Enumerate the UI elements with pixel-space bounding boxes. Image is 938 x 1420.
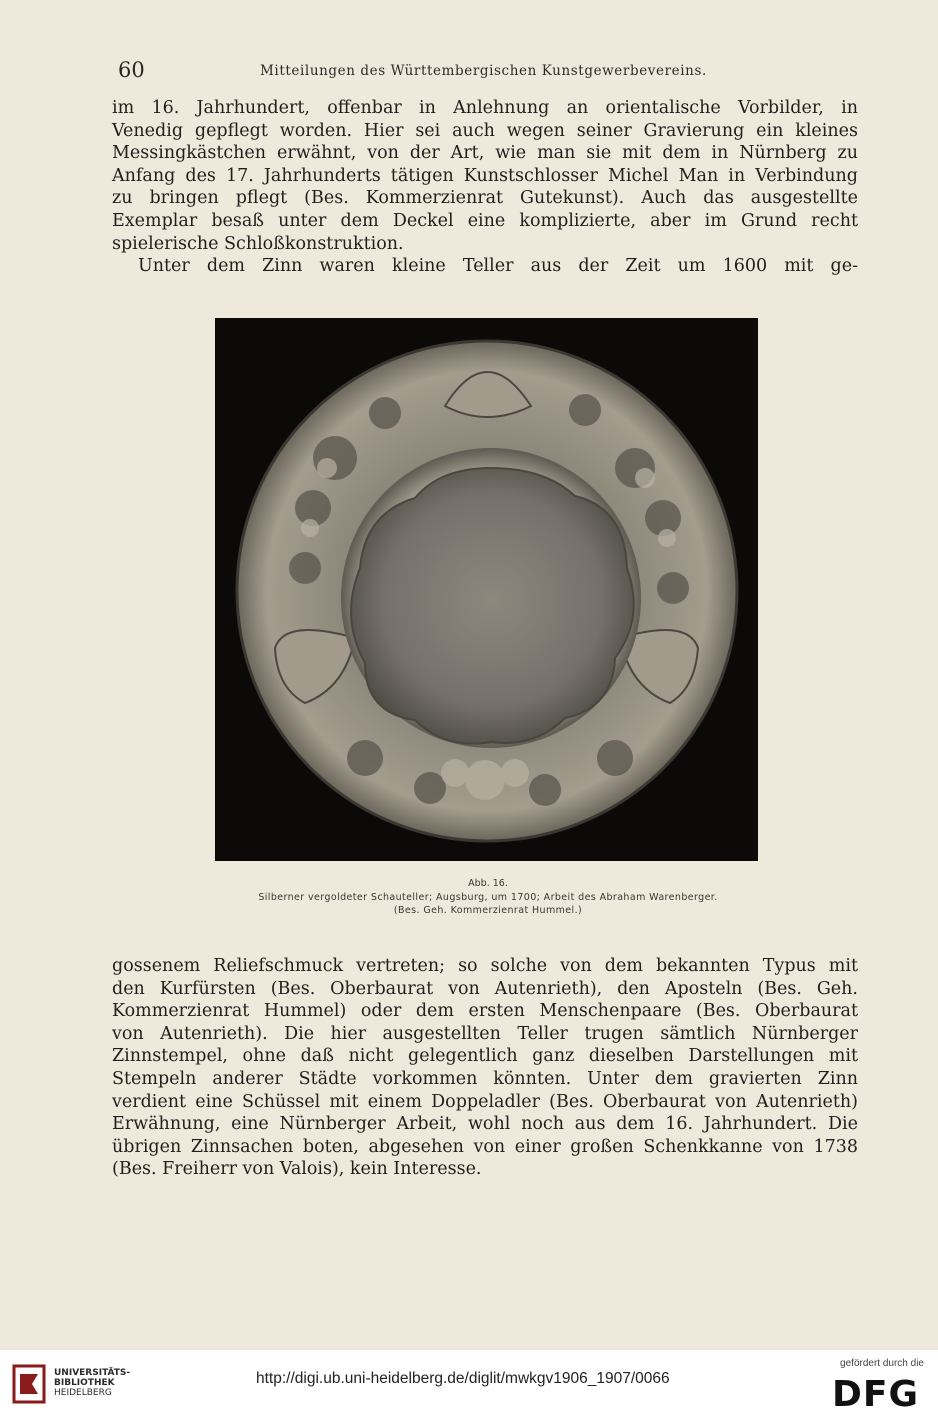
text-line: Stempeln anderer Städte vorkommen könnten. Unter dem gravierten Zinn bbox=[112, 1068, 858, 1089]
text-line: Zinnstempel, ohne daß nicht gelegentlich ganz dieselben Darstellungen mit bbox=[112, 1046, 858, 1067]
text-line: (Bes. Freiherr von Valois), kein Interesse. bbox=[112, 1159, 482, 1180]
digitization-footer bbox=[0, 1350, 938, 1420]
library-name-line: UNIVERSITÄTS- bbox=[54, 1368, 131, 1378]
page-header bbox=[118, 58, 858, 88]
running-head: Mitteilungen des Württembergischen Kunstgewerbevereins. bbox=[260, 63, 707, 79]
page-number: 60 bbox=[118, 58, 145, 82]
text-line: den Kurfürsten (Bes. Oberbaurat von Autenrieth), den Aposteln (Bes. Geh. bbox=[112, 978, 858, 999]
library-name bbox=[54, 1368, 130, 1398]
text-line: von Autenrieth). Die hier ausgestellten Teller trugen sämtlich Nürnberger bbox=[112, 1023, 858, 1044]
text-line: zu bringen pflegt (Bes. Kommerzienrat Gutekunst). Auch das ausgestellte bbox=[112, 188, 858, 209]
text-line: Exemplar besaß unter dem Deckel eine komplizierte, aber im Grund recht bbox=[112, 210, 858, 231]
text-line: Unter dem Zinn waren kleine Teller aus der Zeit um 1600 mit ge- bbox=[138, 256, 858, 277]
permalink-url[interactable]: http://digi.ub.uni-heidelberg.de/diglit/mwkgv1906_1907/0066 bbox=[256, 1370, 670, 1387]
text-line: spielerische Schloßkonstruktion. bbox=[112, 233, 404, 254]
body-text-bottom bbox=[112, 955, 858, 1181]
library-name-line: BIBLIOTHEK bbox=[54, 1378, 115, 1388]
text-line: übrigen Zinnsachen boten, abgesehen von einer großen Schenkkanne von 1738 bbox=[112, 1136, 858, 1157]
text-line: verdient eine Schüssel mit einem Doppeladler (Bes. Oberbaurat von Autenrieth) bbox=[112, 1091, 858, 1112]
library-name-line: HEIDELBERG bbox=[54, 1388, 112, 1398]
caption-owner: (Bes. Geh. Kommerzienrat Hummel.) bbox=[393, 905, 583, 916]
caption-text: Silberner vergoldeter Schauteller; Augsburg, um 1700; Arbeit des Abraham Warenberger. bbox=[258, 892, 718, 903]
text-line: Venedig gepflegt worden. Hier sei auch wegen seiner Gravierung ein kleines bbox=[112, 120, 858, 141]
text-line: Anfang des 17. Jahrhunderts tätigen Kunstschlosser Michel Man in Verbindung bbox=[112, 165, 858, 186]
library-logo[interactable] bbox=[12, 1360, 131, 1410]
text-line: Kommerzienrat Hummel) oder dem ersten Menschenpaare (Bes. Oberbaurat bbox=[112, 1001, 858, 1022]
silver-plate-image bbox=[215, 318, 758, 861]
funding-note: gefördert durch die bbox=[840, 1358, 924, 1369]
text-line: Messingkästchen erwähnt, von der Art, wie man sie mit dem in Nürnberg zu bbox=[112, 143, 858, 164]
library-emblem-icon bbox=[12, 1364, 48, 1404]
text-line: gossenem Reliefschmuck vertreten; so solche von dem bekannten Typus mit bbox=[112, 956, 858, 976]
text-line: im 16. Jahrhundert, offenbar in Anlehnung an orientalische Vorbilder, in bbox=[112, 98, 858, 118]
figure-caption bbox=[118, 877, 858, 918]
dfg-logo[interactable] bbox=[830, 1374, 926, 1410]
plate-photograph bbox=[215, 318, 758, 861]
body-text-top bbox=[112, 97, 858, 278]
caption-number: Abb. 16. bbox=[468, 878, 508, 889]
dfg-logo-text: DFG bbox=[832, 1374, 920, 1410]
text-line: Erwähnung, eine Nürnberger Arbeit, wohl noch aus dem 16. Jahrhundert. Die bbox=[112, 1114, 858, 1135]
